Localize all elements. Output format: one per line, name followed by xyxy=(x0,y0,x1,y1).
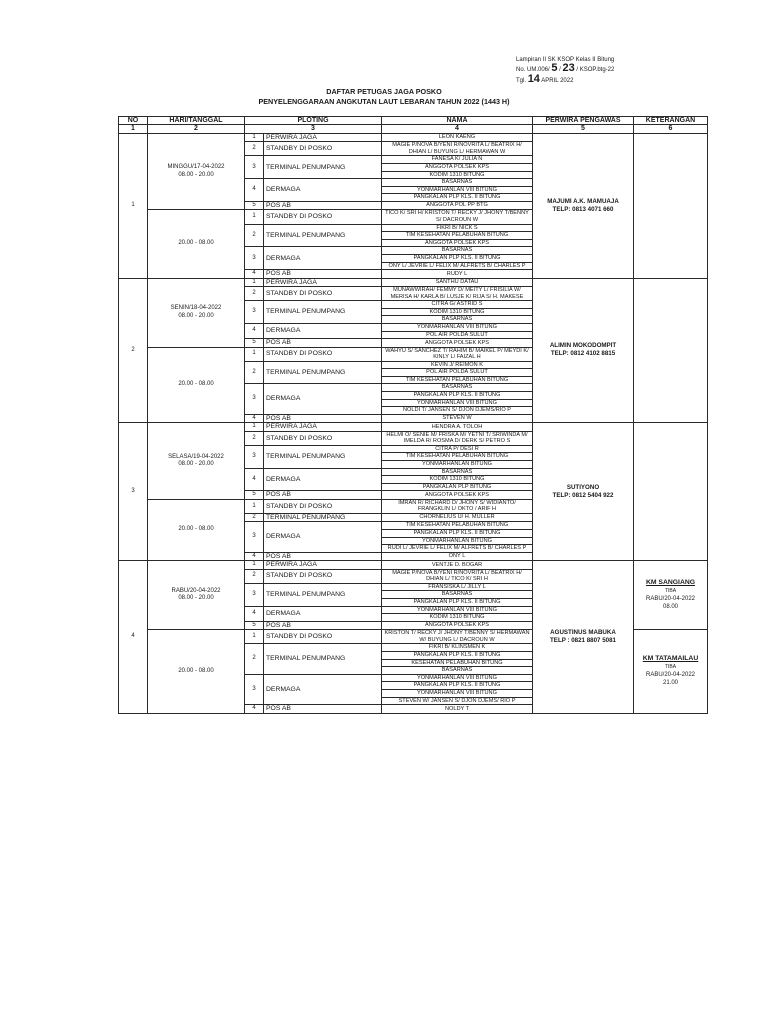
ploting-number: 2 xyxy=(245,286,264,300)
personnel-name: BASARNAS xyxy=(382,591,533,599)
arrival-time: 21.00 xyxy=(662,680,678,687)
personnel-name: KODIM 1310 BITUNG xyxy=(382,476,533,484)
personnel-name: YONMARHANLAN VIII BITUNG xyxy=(382,186,533,194)
personnel-name: PANGKALAN PLP KLS. II BITUNG xyxy=(382,530,533,538)
personnel-name: ANGGOTA POLSEK KPS xyxy=(382,164,533,172)
shift-time-2: 20.00 - 08.00 xyxy=(148,347,245,423)
header-perwira: PERWIRA PENGAWAS xyxy=(533,117,634,125)
personnel-name: KODIM 1310 BITUNG xyxy=(382,171,533,179)
personnel-name: ANGGOTA POLSEK KPS xyxy=(382,621,533,629)
ref-date-day: 14 xyxy=(527,72,540,85)
personnel-name: YONMARHANLAN VIII BITUNG xyxy=(382,323,533,331)
ploting-number: 5 xyxy=(245,491,264,499)
personnel-name: IMRAN R/ RICHARD D/ JHONY S/ WIDIANTO/ FRANGKLIN L/ OKTO / ARIF H xyxy=(382,499,533,513)
ploting-label: POS AB xyxy=(264,491,382,499)
day-date-shift1 xyxy=(148,278,245,347)
shift-time: 08.00 - 20.00 xyxy=(178,595,214,602)
ploting-label: PERWIRA JAGA xyxy=(264,423,382,431)
ploting-label: DERMAGA xyxy=(264,179,382,202)
ploting-number: 1 xyxy=(245,133,264,141)
column-number-row xyxy=(119,125,708,133)
day-date: SENIN/18-04-2022 xyxy=(170,305,222,312)
ploting-number: 1 xyxy=(245,630,264,644)
personnel-name: KRISTON T/ RECKY J/ JHONY T/BENNY S/ HERMAWAN W/ BUYUNG L/ DACROUN W xyxy=(382,630,533,644)
ploting-label: DERMAGA xyxy=(264,384,382,414)
ploting-number: 4 xyxy=(245,606,264,621)
roster-row xyxy=(119,278,708,286)
ploting-number: 4 xyxy=(245,705,264,713)
ploting-label: STANDBY DI POSKO xyxy=(264,499,382,513)
personnel-name: ANGGOTA POL PP BTG xyxy=(382,201,533,209)
reference-date xyxy=(516,72,614,85)
keterangan-cell xyxy=(634,133,708,278)
personnel-name: STEVEN W/ JANSEN S/ DJON DJEMS/ RIO P xyxy=(382,697,533,705)
personnel-name: SANTHU DATAU xyxy=(382,278,533,286)
personnel-name: YONMARHANLAN VIII BITUNG xyxy=(382,606,533,614)
ploting-number: 1 xyxy=(245,499,264,513)
ploting-label: DERMAGA xyxy=(264,247,382,270)
personnel-name: PANGKALAN PLP KLS. II BITUNG xyxy=(382,598,533,606)
ploting-label: TERMINAL PENUMPANG xyxy=(264,156,382,179)
personnel-name: FANESA K/ JULIA N xyxy=(382,156,533,164)
personnel-name: MAGIE P/NOVA B/YENI R/NOVRITA L/ BEATRIX H/ DHIAN L/ BUYUNG L/ HERMAWAN W xyxy=(382,142,533,156)
ploting-number: 2 xyxy=(245,361,264,384)
personnel-name: RUDI L/ JEVRIE L/ FELIX M/ ALFRETS B/ CHARLES P xyxy=(382,545,533,553)
personnel-name: BASARNAS xyxy=(382,316,533,324)
ploting-number: 3 xyxy=(245,674,264,704)
ploting-number: 4 xyxy=(245,414,264,422)
personnel-name: BASARNAS xyxy=(382,384,533,392)
personnel-name: WAHYU S/ SANCHEZ T/ RAHIM B/ MAIKEL P/ MEYDI K/ KINLY L/ FAIZAL H xyxy=(382,347,533,361)
personnel-name: FRANSISKA L/ JILLY L xyxy=(382,583,533,591)
personnel-name: POL AIR POLDA SULUT xyxy=(382,331,533,339)
ploting-label: POS AB xyxy=(264,201,382,209)
personnel-name: PANGKALAN PLP KLS. II BITUNG xyxy=(382,651,533,659)
personnel-name: FIKRI B/ NICK S xyxy=(382,224,533,232)
personnel-name: ANGGOTA POLSEK KPS xyxy=(382,239,533,247)
keterangan-cell xyxy=(634,561,708,630)
ploting-label: PERWIRA JAGA xyxy=(264,133,382,141)
personnel-name: ANGGOTA POLSEK KPS xyxy=(382,339,533,347)
keterangan-cell xyxy=(634,630,708,713)
arrival-label: TIBA xyxy=(664,664,677,671)
ploting-label: PERWIRA JAGA xyxy=(264,561,382,569)
shift-time-2: 20.00 - 08.00 xyxy=(148,210,245,278)
roster-row xyxy=(119,423,708,431)
officer-phone: TELP: 0813 4071 660 xyxy=(552,205,614,213)
ploting-label: PERWIRA JAGA xyxy=(264,278,382,286)
header-row xyxy=(119,117,708,125)
personnel-name: RUDY L xyxy=(382,270,533,278)
personnel-name: YONMARHANLAN VIII BITUNG xyxy=(382,399,533,407)
ploting-number: 3 xyxy=(245,522,264,552)
officer-phone: TELP: 0812 5404 922 xyxy=(552,491,614,499)
ploting-label: DERMAGA xyxy=(264,323,382,338)
ref-date-prefix: Tgl. xyxy=(516,77,527,84)
col-number: 4 xyxy=(382,125,533,133)
personnel-name: KODIM 1310 BITUNG xyxy=(382,614,533,622)
day-number: 2 xyxy=(119,278,148,423)
personnel-name: YONMARHANLAN BITUNG xyxy=(382,461,533,469)
ploting-label: POS AB xyxy=(264,621,382,629)
header-no: NO xyxy=(119,117,148,125)
col-number: 3 xyxy=(245,125,382,133)
day-date: SELASA/19-04-2022 xyxy=(168,453,224,460)
officer-name: ALIMIN MOKODOMPIT xyxy=(549,342,617,350)
personnel-name: NOLDY T xyxy=(382,705,533,713)
personnel-name: KODIM 1310 BITUNG xyxy=(382,308,533,316)
ploting-label: STANDBY DI POSKO xyxy=(264,210,382,224)
ploting-label: TERMINAL PENUMPANG xyxy=(264,644,382,674)
ploting-label: DERMAGA xyxy=(264,606,382,621)
personnel-name: MUNAWWIRAH/ FEMMY D/ MEITY L/ FRISILIA W/ MERISA H/ KARLA B/ LUSJE K/ RIJA S/ H. MAKESE xyxy=(382,286,533,300)
ploting-number: 1 xyxy=(245,561,264,569)
shift-time: 08.00 - 20.00 xyxy=(178,171,214,178)
day-number: 1 xyxy=(119,133,148,278)
supervising-officer xyxy=(533,278,634,423)
ploting-label: TERMINAL PENUMPANG xyxy=(264,361,382,384)
ploting-label: STANDBY DI POSKO xyxy=(264,630,382,644)
officer-name: SUTIYONO xyxy=(566,483,600,491)
col-number: 2 xyxy=(148,125,245,133)
officer-phone: TELP : 0821 8807 5081 xyxy=(550,636,616,644)
officer-phone: TELP: 0812 4102 8815 xyxy=(550,350,616,358)
personnel-name: ONY L/ JEVRIE L/ FELIX M/ ALFRETS B/ CHARLES P xyxy=(382,262,533,270)
ploting-number: 4 xyxy=(245,468,264,491)
arrival-label: TIBA xyxy=(664,588,677,595)
ship-name: KM SANGIANG xyxy=(645,579,696,587)
personnel-name: BASARNAS xyxy=(382,247,533,255)
roster-row xyxy=(119,133,708,141)
header-hari: HARI/TANGGAL xyxy=(148,117,245,125)
ploting-number: 2 xyxy=(245,569,264,583)
personnel-name: CITRA P/ DESI R xyxy=(382,445,533,453)
ploting-number: 1 xyxy=(245,278,264,286)
col-number: 1 xyxy=(119,125,148,133)
ploting-label: POS AB xyxy=(264,339,382,347)
ploting-number: 5 xyxy=(245,201,264,209)
duty-roster-table xyxy=(118,116,708,714)
ploting-number: 4 xyxy=(245,270,264,278)
ploting-label: POS AB xyxy=(264,270,382,278)
ref-prefix: No. UM.006/ xyxy=(516,67,550,74)
arrival-date: RABU/20-04-2022 xyxy=(645,672,696,679)
ref-handwritten-2: 23 xyxy=(562,62,575,75)
reference-line: Lampiran II SK KSOP Kelas II Bitung xyxy=(516,57,615,63)
day-number: 3 xyxy=(119,423,148,561)
roster-row xyxy=(119,561,708,569)
header-ploting: PLOTING xyxy=(245,117,382,125)
personnel-name: BASARNAS xyxy=(382,179,533,187)
personnel-name: VENTJE D. BOGAR xyxy=(382,561,533,569)
ploting-number: 5 xyxy=(245,621,264,629)
personnel-name: TIM KESEHATAN PELABUHAN BITUNG xyxy=(382,232,533,240)
ref-date-month: APRIL 2022 xyxy=(541,77,574,84)
personnel-name: KESEHATAN PELABUHAN BITUNG xyxy=(382,659,533,667)
col-number: 6 xyxy=(634,125,708,133)
ploting-label: TERMINAL PENUMPANG xyxy=(264,301,382,324)
ploting-number: 1 xyxy=(245,423,264,431)
ploting-label: DERMAGA xyxy=(264,522,382,552)
day-date-shift1 xyxy=(148,561,245,630)
ploting-number: 3 xyxy=(245,301,264,324)
document-title: DAFTAR PETUGAS JAGA POSKO xyxy=(326,87,442,96)
ploting-label: STANDBY DI POSKO xyxy=(264,347,382,361)
ploting-number: 1 xyxy=(245,347,264,361)
officer-name: AGUSTINUS MABUKA xyxy=(550,628,616,636)
personnel-name: ANGGOTA POLSEK KPS xyxy=(382,491,533,499)
ploting-number: 1 xyxy=(245,210,264,224)
personnel-name: PANGKALAN PLP KLS. II BITUNG xyxy=(382,682,533,690)
personnel-name: YONMARHANLAN VIII BITUNG xyxy=(382,689,533,697)
personnel-name: YONMARHANLAN BITUNG xyxy=(382,537,533,545)
ploting-label: STANDBY DI POSKO xyxy=(264,569,382,583)
ploting-label: TERMINAL PENUMPANG xyxy=(264,445,382,468)
ploting-label: DERMAGA xyxy=(264,468,382,491)
ploting-number: 2 xyxy=(245,514,264,522)
arrival-date: RABU/20-04-2022 xyxy=(645,596,696,603)
shift-time-2: 20.00 - 08.00 xyxy=(148,499,245,560)
personnel-name: MAGIE P/NOVA B/YENI R/NOVRITA L/ BEATRIX H/ DHIAN L/ TICO K/ SRI H xyxy=(382,569,533,583)
ploting-number: 3 xyxy=(245,247,264,270)
shift-time: 08.00 - 20.00 xyxy=(178,312,214,319)
ploting-label: TERMINAL PENUMPANG xyxy=(264,224,382,247)
personnel-name: YONMARHANLAN VIII BITUNG xyxy=(382,674,533,682)
ship-name: KM TATAMAILAU xyxy=(642,655,699,663)
personnel-name: TIM KESEHATAN PELABUHAN BITUNG xyxy=(382,522,533,530)
ploting-label: STANDBY DI POSKO xyxy=(264,431,382,445)
personnel-name: LEON KAENG xyxy=(382,133,533,141)
personnel-name: CHORNELIUS U/ H. MULLER xyxy=(382,514,533,522)
ploting-number: 5 xyxy=(245,339,264,347)
ploting-number: 3 xyxy=(245,384,264,414)
day-number: 4 xyxy=(119,561,148,713)
ploting-number: 3 xyxy=(245,583,264,606)
personnel-name: PANGKALAN PLP KLS. II BITUNG xyxy=(382,392,533,400)
ploting-label: POS AB xyxy=(264,552,382,560)
personnel-name: BASARNAS xyxy=(382,468,533,476)
day-date-shift1 xyxy=(148,133,245,210)
ploting-number: 3 xyxy=(245,445,264,468)
shift-time-2: 20.00 - 08.00 xyxy=(148,630,245,713)
header-nama: NAMA xyxy=(382,117,533,125)
keterangan-cell xyxy=(634,278,708,423)
col-number: 5 xyxy=(533,125,634,133)
supervising-officer xyxy=(533,133,634,278)
ploting-number: 4 xyxy=(245,179,264,202)
ref-slash: / xyxy=(559,67,561,74)
document-reference xyxy=(516,56,614,85)
ploting-number: 3 xyxy=(245,156,264,179)
ploting-label: POS AB xyxy=(264,705,382,713)
day-date-shift1 xyxy=(148,423,245,500)
arrival-time: 08.00 xyxy=(662,604,678,611)
supervising-officer xyxy=(533,561,634,713)
day-date: MINGGU/17-04-2022 xyxy=(167,164,225,171)
personnel-name: PANGKALAN PLP BITUNG xyxy=(382,483,533,491)
shift-time: 08.00 - 20.00 xyxy=(178,461,214,468)
officer-name: MAJUMI A.K. MAMUAJA xyxy=(547,197,619,205)
ploting-label: POS AB xyxy=(264,414,382,422)
personnel-name: POL AIR POLDA SULUT xyxy=(382,369,533,377)
personnel-name: PANGKALAN PLP KLS. II BITUNG xyxy=(382,194,533,202)
ploting-label: TERMINAL PENUMPANG xyxy=(264,514,382,522)
ploting-number: 2 xyxy=(245,224,264,247)
personnel-name: TIM KESEHATAN PELABUHAN BITUNG xyxy=(382,376,533,384)
ploting-label: DERMAGA xyxy=(264,674,382,704)
ploting-label: TERMINAL PENUMPANG xyxy=(264,583,382,606)
personnel-name: KEVIN J/ REIMON K xyxy=(382,361,533,369)
personnel-name: NOLDI T/ JANSEN S/ DJON DJEMS/RIO P xyxy=(382,407,533,415)
ploting-number: 2 xyxy=(245,142,264,156)
ploting-label: STANDBY DI POSKO xyxy=(264,286,382,300)
day-date: RABU/20-04-2022 xyxy=(171,587,221,594)
personnel-name: TIM KESEHATAN PELABUHAN BITUNG xyxy=(382,453,533,461)
ploting-number: 2 xyxy=(245,644,264,674)
ploting-number: 2 xyxy=(245,431,264,445)
personnel-name: HELMI O/ SENIE M/ FRISKA M/ YETNI T/ SRIWINDA M/ IMELDA R/ ROSMA D/ DERK S/ PETRO S xyxy=(382,431,533,445)
ref-suffix: / KSOP.btg-22 xyxy=(576,67,615,74)
ploting-number: 4 xyxy=(245,323,264,338)
document-subtitle: PENYELENGGARAAN ANGKUTAN LAUT LEBARAN TAHUN 2022 (1443 H) xyxy=(258,97,510,106)
personnel-name: FIKRI B/ KLINSMEN K xyxy=(382,644,533,652)
personnel-name: ONY L xyxy=(382,552,533,560)
personnel-name: HENDRA A. TOLOH xyxy=(382,423,533,431)
supervising-officer xyxy=(533,423,634,561)
ploting-number: 4 xyxy=(245,552,264,560)
personnel-name: STEVEN W xyxy=(382,414,533,422)
personnel-name: CITRA G/ ASTRID S xyxy=(382,301,533,309)
personnel-name: BASARNAS xyxy=(382,667,533,675)
header-keterangan: KETERANGAN xyxy=(634,117,708,125)
ref-handwritten-1: 5 xyxy=(551,62,558,75)
ploting-label: STANDBY DI POSKO xyxy=(264,142,382,156)
keterangan-cell xyxy=(634,423,708,561)
personnel-name: TICO K/ SRI H/ KRISTON T/ RECKY J/ JHONY T/BENNY S/ DACROUN W xyxy=(382,210,533,224)
personnel-name: PANGKALAN PLP KLS. II BITUNG xyxy=(382,254,533,262)
